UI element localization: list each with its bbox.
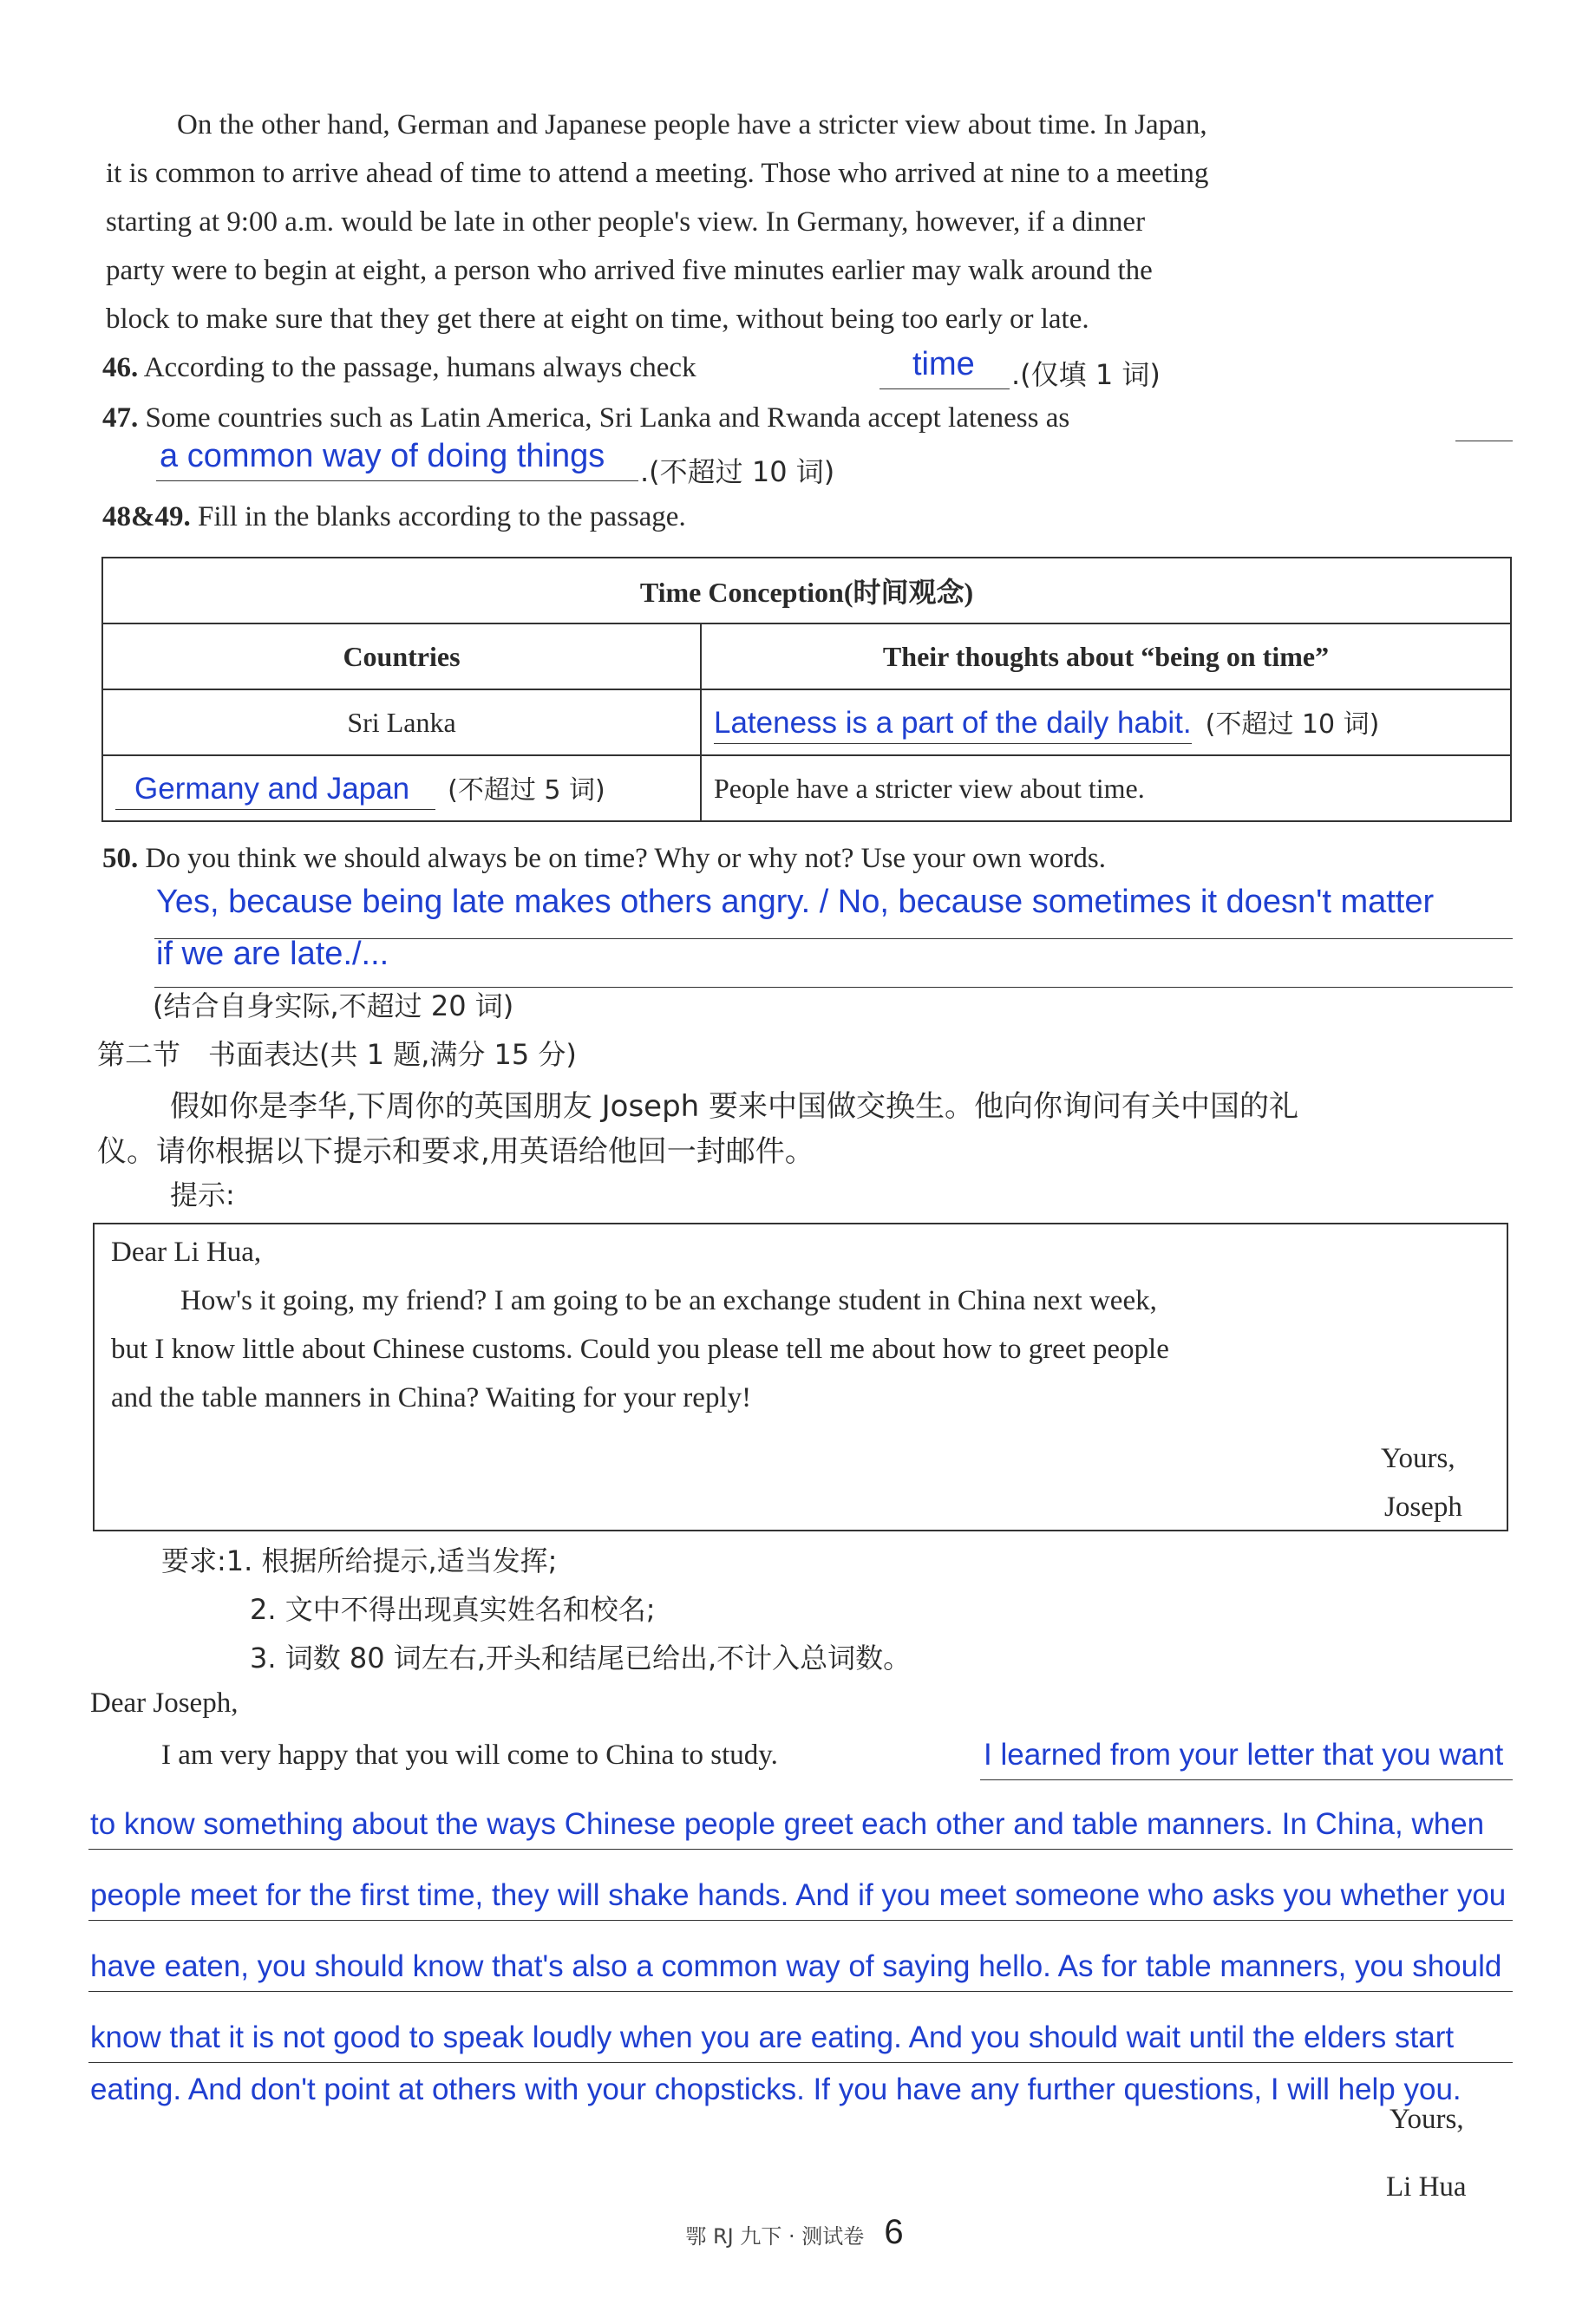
reply-handwritten-line-3[interactable]: people meet for the first time, they will shake hands. And if you meet someone who asks you whether you [90, 1878, 1507, 1912]
question-48-49-number: 48&49. [102, 501, 191, 532]
answer-47-underline [156, 480, 638, 481]
page-footer [0, 2213, 1589, 2252]
footer-label: 鄂 RJ 九下 · 测试卷 [685, 2224, 865, 2249]
question-46 [102, 350, 696, 385]
table-header-thoughts: Their thoughts about “being on time” [701, 623, 1511, 689]
question-50-text: Do you think we should always be on time? Why or why not? Use your own words. [145, 843, 1106, 874]
section-2-heading: 第二节 书面表达(共 1 题,满分 15 分) [97, 1038, 577, 1071]
reply-underline-2 [88, 1849, 1513, 1850]
reply-underline-5 [88, 2062, 1513, 2063]
page-number: 6 [884, 2213, 904, 2251]
question-47-note: .(不超过 10 词) [640, 455, 835, 488]
answer-50-line-1[interactable]: Yes, because being late makes others angry. / No, because sometimes it doesn't matter [156, 884, 1435, 920]
table-cell-answer-49[interactable] [102, 755, 701, 821]
question-50-number: 50. [102, 843, 139, 874]
passage-line-3: starting at 9:00 a.m. would be late in other people's view. In Germany, however, if a dinner [106, 206, 1146, 238]
answer-48-note: (不超过 10 词) [1205, 709, 1380, 740]
table-header-countries: Countries [102, 623, 701, 689]
question-46-note: .(仅填 1 词) [1011, 358, 1161, 391]
requirement-2: 2. 文中不得出现真实姓名和校名; [250, 1593, 656, 1626]
reply-handwritten-line-5[interactable]: know that it is not good to speak loudly when you are eating. And you should wait until the elders start [90, 2020, 1455, 2054]
table-title: Time Conception(时间观念) [102, 558, 1511, 623]
question-50-note: (结合自身实际,不超过 20 词) [153, 989, 514, 1022]
hint-letter-line-2: but I know little about Chinese customs. Could you please tell me about how to greet people [111, 1334, 1169, 1365]
question-48-49-text: Fill in the blanks according to the passage. [198, 501, 686, 532]
question-47 [102, 401, 1069, 435]
answer-48[interactable]: Lateness is a part of the daily habit. [714, 706, 1192, 744]
answer-46-underline [880, 388, 1010, 389]
answer-50-line-2[interactable]: if we are late./... [156, 936, 389, 972]
answer-50-underline-2 [154, 987, 1513, 988]
reply-underline-4 [88, 1991, 1513, 1992]
reply-underline-1 [980, 1779, 1513, 1780]
reply-handwritten-line-4[interactable]: have eaten, you should know that's also a common way of saying hello. As for table manners, you should [90, 1949, 1502, 1983]
passage-line-2: it is common to arrive ahead of time to attend a meeting. Those who arrived at nine to a meeting [106, 158, 1209, 189]
reply-handwritten-line-1[interactable]: I learned from your letter that you want [984, 1738, 1504, 1772]
time-conception-table [101, 557, 1512, 822]
question-50 [102, 841, 1106, 876]
hint-label: 提示: [170, 1178, 235, 1211]
reply-handwritten-line-6[interactable]: eating. And don't point at others with your chopsticks. If you have any further questions, I will help you. [90, 2073, 1461, 2106]
hint-letter-greeting: Dear Li Hua, [111, 1237, 262, 1268]
passage-line-5: block to make sure that they get there at eight on time, without being too early or late. [106, 304, 1089, 335]
hint-letter-box [93, 1223, 1508, 1531]
passage-line-1: On the other hand, German and Japanese people have a stricter view about time. In Japan, [177, 109, 1207, 140]
requirement-3: 3. 词数 80 词左右,开头和结尾已给出,不计入总词数。 [250, 1642, 912, 1674]
reply-underline-3 [88, 1920, 1513, 1921]
hint-letter-line-1: How's it going, my friend? I am going to be an exchange student in China next week, [180, 1285, 1157, 1316]
question-47-text: Some countries such as Latin America, Sri Lanka and Rwanda accept lateness as [145, 402, 1070, 434]
answer-49[interactable]: Germany and Japan [115, 772, 435, 810]
question-47-number: 47. [102, 402, 139, 434]
answer-49-note: (不超过 5 词) [448, 775, 605, 806]
table-cell-answer-48[interactable] [701, 689, 1511, 755]
table-cell-sri-lanka: Sri Lanka [102, 689, 701, 755]
reply-opening: I am very happy that you will come to China to study. [161, 1740, 778, 1771]
hint-letter-closing: Yours, [1381, 1443, 1455, 1474]
section-2-intro-2: 仪。请你根据以下提示和要求,用英语给他回一封邮件。 [97, 1134, 814, 1169]
answer-46[interactable]: time [912, 346, 975, 382]
reply-handwritten-line-2[interactable]: to know something about the ways Chinese people greet each other and table manners. In China, when [90, 1807, 1485, 1841]
reply-greeting: Dear Joseph, [90, 1688, 239, 1719]
question-46-number: 46. [102, 352, 139, 383]
reply-signature: Li Hua [1386, 2171, 1467, 2203]
answer-47[interactable]: a common way of doing things [160, 438, 605, 474]
passage-line-4: party were to begin at eight, a person who arrived five minutes earlier may walk around the [106, 255, 1153, 286]
requirement-1: 要求:1. 根据所给提示,适当发挥; [161, 1544, 558, 1577]
question-46-text: According to the passage, humans always check [143, 352, 696, 383]
section-2-intro-1: 假如你是李华,下周你的英国朋友 Joseph 要来中国做交换生。他向你询问有关中国的礼 [170, 1089, 1299, 1124]
table-cell-stricter-view: People have a stricter view about time. [701, 755, 1511, 821]
reply-closing: Yours, [1390, 2104, 1464, 2135]
hint-letter-line-3: and the table manners in China? Waiting for your reply! [111, 1382, 752, 1413]
question-48-49 [102, 499, 686, 534]
hint-letter-signature: Joseph [1384, 1492, 1462, 1523]
